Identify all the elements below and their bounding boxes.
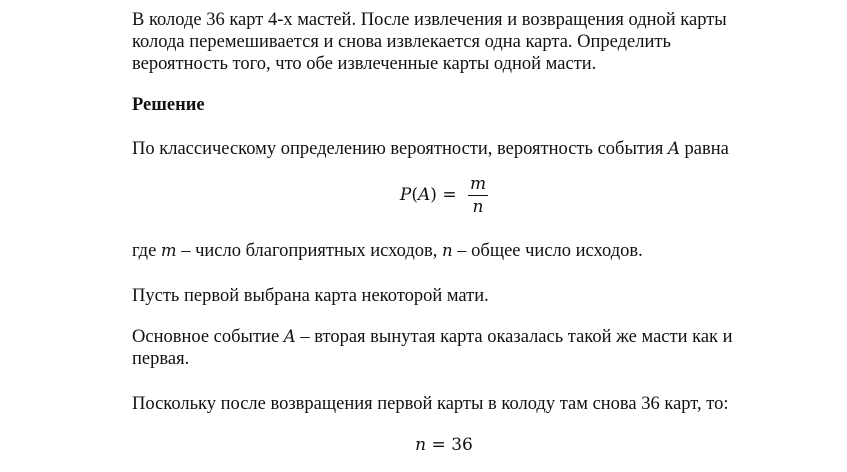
definition-end: равна [684, 139, 729, 159]
total-formula [132, 435, 756, 455]
event-variable: A [668, 139, 680, 158]
problem-line-2-text: колода перемешивается и снова извлекается одна карта. Определить [132, 32, 671, 52]
formula-argument: A [417, 185, 431, 205]
problem-line-2 [132, 31, 756, 53]
assumption-paragraph: Пусть первой выбрана карта некоторой мати. [132, 286, 489, 306]
formula-equals: = [442, 185, 457, 205]
formula-open-paren: ( [411, 185, 418, 205]
event-paragraph-line-2: первая. [132, 349, 190, 369]
event-pre: Основное событие [132, 327, 280, 347]
event-rest: – вторая вынутая карта оказалась такой же масти как и [300, 327, 733, 347]
total-variable: n [415, 435, 427, 455]
problem-line-3-text: вероятность того, что обе извлеченные карты одной масти. [132, 54, 597, 74]
definition-text: По классическому определению вероятности, вероятность события [132, 139, 664, 159]
total-paragraph: Поскольку после возвращения первой карты в колоду там снова 36 карт, то: [132, 394, 729, 414]
variables-mid: – число благоприятных исходов, [181, 241, 438, 261]
fraction [468, 174, 488, 217]
event-paragraph-line-1 [132, 326, 756, 348]
fraction-numerator: m [469, 174, 487, 194]
variable-n: n [442, 241, 453, 260]
event-variable-2: A [283, 327, 296, 346]
problem-line-1 [132, 9, 756, 31]
formula-close-paren: ) [430, 185, 437, 205]
document-page [132, 0, 756, 472]
formula-function: P [399, 185, 412, 205]
problem-line-1-text: В колоде 36 карт 4-х мастей. После извлечения и возвращения одной карты [132, 10, 727, 30]
variables-pre: где [132, 241, 157, 261]
total-equals: = [431, 435, 446, 455]
probability-formula [132, 174, 756, 217]
solution-heading: Решение [132, 95, 205, 115]
total-value: 36 [451, 435, 473, 455]
variables-end: – общее число исходов. [457, 241, 643, 261]
definition-paragraph [132, 138, 756, 160]
fraction-denominator: n [472, 197, 484, 217]
variables-paragraph [132, 240, 756, 262]
problem-line-3 [132, 53, 756, 75]
variable-m: m [160, 241, 177, 260]
